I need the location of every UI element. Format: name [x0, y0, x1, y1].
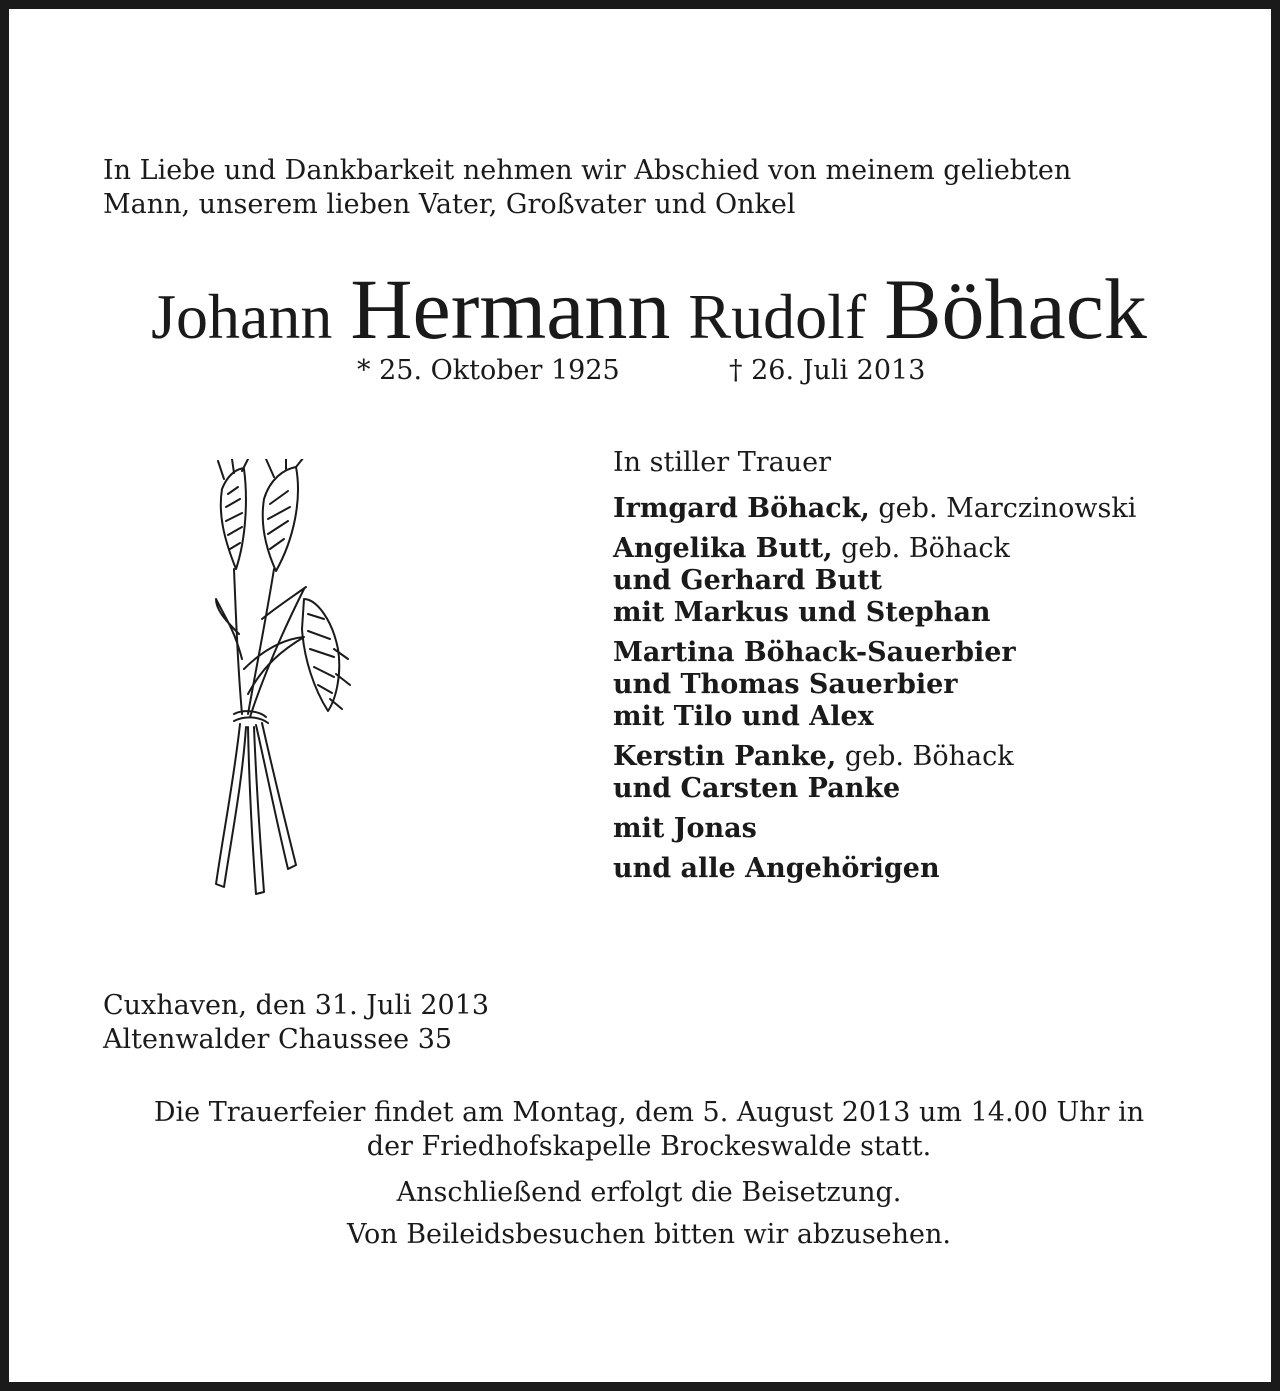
mourner-line: und Gerhard Butt — [613, 565, 883, 596]
mourner-note: geb. Böhack — [836, 741, 1014, 772]
second-name: Hermann — [350, 261, 671, 357]
mourner-note: geb. Böhack — [832, 533, 1010, 564]
mourner-line: mit Jonas — [613, 813, 757, 844]
address: Altenwalder Chaussee 35 — [103, 1024, 453, 1055]
wheat-bundle-icon — [204, 459, 354, 899]
place-block — [103, 989, 489, 1057]
mourner-group-6 — [613, 853, 1136, 885]
intro-line-1: In Liebe und Dankbarkeit nehmen wir Abschied von meinem geliebten — [103, 155, 1072, 186]
death-date: † 26. Juli 2013 — [729, 355, 926, 386]
first-name: Johann — [151, 281, 333, 352]
mourner-note: geb. Marczinowski — [869, 493, 1137, 524]
mourner-group-2 — [613, 533, 1136, 629]
mourner-group-5 — [613, 813, 1136, 845]
mourner-line: und alle Angehörigen — [613, 853, 940, 884]
mourners-heading: In stiller Trauer — [613, 447, 832, 478]
funeral-line-3: Anschließend erfolgt die Beisetzung. — [396, 1177, 902, 1208]
birth-date: * 25. Oktober 1925 — [357, 355, 620, 386]
mourner-group-3 — [613, 637, 1136, 733]
mourner-name: Kerstin Panke, — [613, 741, 837, 772]
funeral-line-2: der Friedhofskapelle Brockeswalde statt. — [366, 1131, 932, 1162]
city-date: Cuxhaven, den 31. Juli 2013 — [103, 990, 490, 1021]
mourner-line: mit Tilo und Alex — [613, 701, 874, 732]
mourner-line: und Carsten Panke — [613, 773, 901, 804]
funeral-info — [99, 1096, 1199, 1252]
funeral-line-4: Von Beileidsbesuchen bitten wir abzusehen. — [346, 1219, 952, 1250]
mourner-line: Martina Böhack-Sauerbier — [613, 637, 1016, 668]
intro-line-2: Mann, unserem lieben Vater, Großvater und Onkel — [103, 189, 796, 220]
intro-text — [103, 154, 1071, 222]
funeral-line-1: Die Trauerfeier findet am Montag, dem 5. August 2013 um 14.00 Uhr in — [153, 1097, 1145, 1128]
mourner-line: und Thomas Sauerbier — [613, 669, 958, 700]
mourner-name: Irmgard Böhack, — [613, 493, 870, 524]
mourners-list — [613, 447, 1136, 893]
mourner-line: mit Markus und Stephan — [613, 597, 991, 628]
third-name: Rudolf — [688, 281, 867, 352]
deceased-name — [9, 259, 1280, 359]
surname: Böhack — [884, 261, 1147, 357]
mourner-group-1 — [613, 493, 1136, 525]
mourner-name: Angelika Butt, — [613, 533, 833, 564]
mourner-group-4 — [613, 741, 1136, 805]
